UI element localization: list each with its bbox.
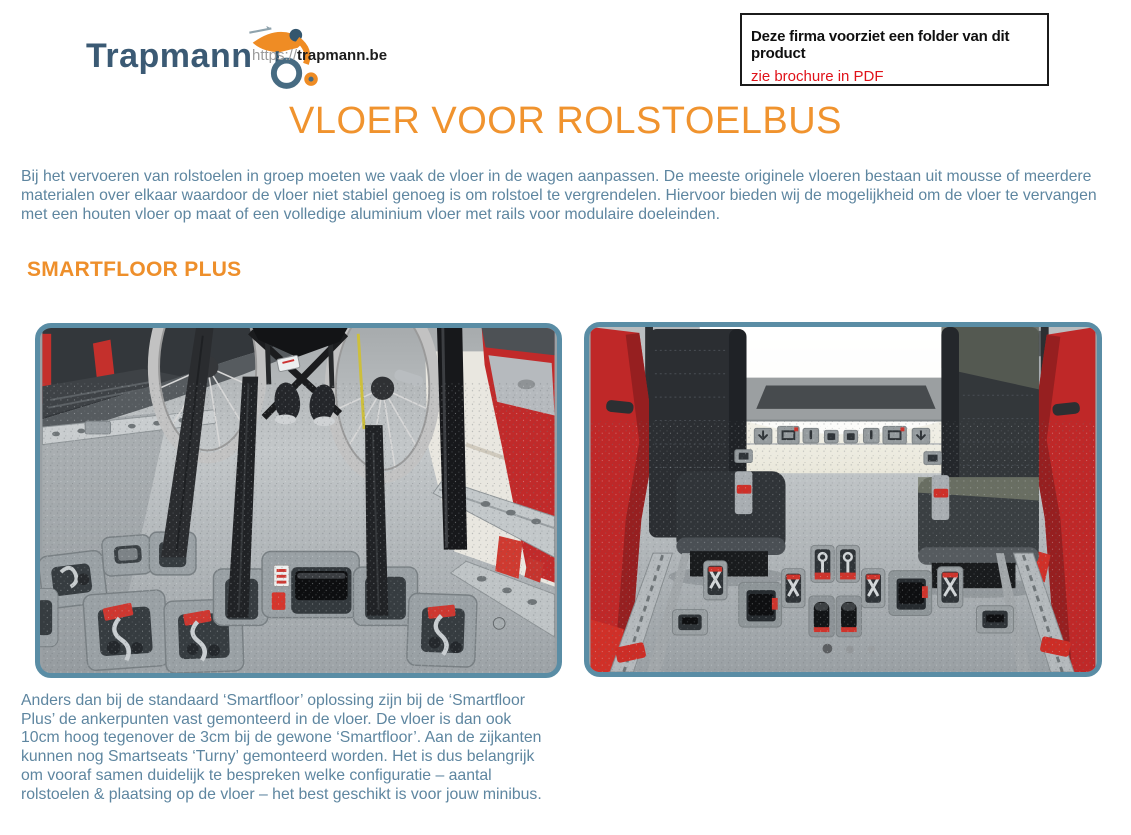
minibus-interior-photo [584, 322, 1102, 677]
brochure-notice-box [740, 13, 1049, 86]
wheelchair-secured-photo [35, 323, 562, 678]
brochure-pdf-link[interactable]: zie brochure in PDF [751, 68, 884, 85]
brochure-notice-text: Deze firma voorziet een folder van dit product [751, 28, 1010, 62]
intro-paragraph: Bij het vervoeren van rolstoelen in groep moeten we vaak de vloer in de wagen aanpassen. De meeste originele vloeren bestaan uit mousse of meerdere materialen over elkaar waardoor de vloer niet stabiel genoeg is om rolstoel te vergrendelen. Hiervoor bieden wij de mogelijkheid om de vloer te vervangen met een houten vloer op maat of een volledige aluminium vloer met rails voor modulaire doeleinden. [21, 168, 1097, 223]
minibus-interior-photo-art [589, 327, 1097, 672]
wheelchair-secured-photo-art [40, 328, 557, 673]
section-heading: SMARTFLOOR PLUS [27, 258, 242, 281]
page-title: VLOER VOOR ROLSTOELBUS [288, 100, 843, 142]
url-domain-link[interactable]: trapmann.be [297, 47, 388, 64]
smartfloor-plus-paragraph: Anders dan bij de standaard ‘Smartfloor’ oplossing zijn bij de ‘Smartfloor Plus’ de ankerpunten vast gemonteerd in de vloer. De vloer is dan ook 10cm hoog tegenover de 3cm bij de gewone ‘Smartfloor’. Aan de zijkanten kunnen nog Smartseats ‘Turny’ gemonteerd worden. Het is dus belangrijk om vooraf samen duidelijk te bespreken welke configuratie – aantal rolstoelen & plaatsing op de vloer – het best geschikt is voor jouw minibus. [21, 692, 542, 803]
site-url [252, 47, 387, 64]
logo-wordmark: Trapmann [86, 37, 253, 75]
url-scheme: https:// [252, 47, 298, 64]
